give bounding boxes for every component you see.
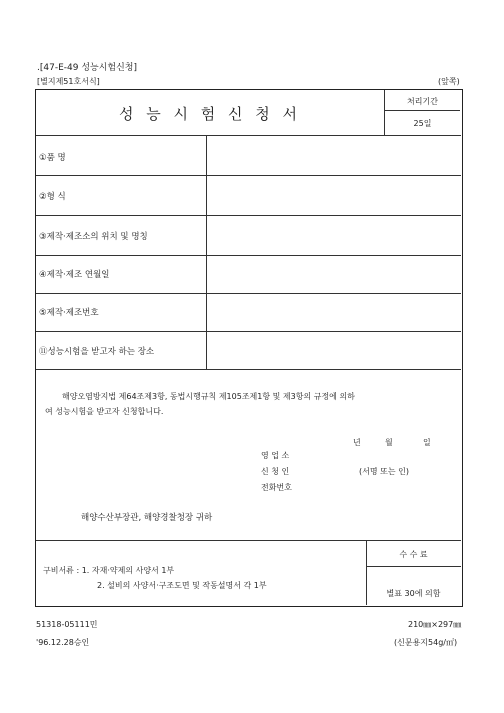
row-line (36, 175, 461, 176)
row-line (36, 331, 461, 332)
form-code: 51318-05111민 (36, 620, 98, 629)
field-value-name[interactable] (208, 137, 458, 173)
docs-item-1: 구비서류 : 1. 자재·약제의 사양서 1부 (43, 566, 175, 575)
processing-label: 처리기간 (407, 97, 438, 106)
row-line (36, 215, 461, 216)
field-value-place[interactable] (208, 333, 458, 367)
paper-type: (신문용지54g/㎡) (394, 638, 458, 647)
phone-label: 전화번호 (261, 483, 292, 492)
statement-line-1: 해양오염방지법 제64조제3항, 동법시행규칙 제105조제1항 및 제3항의 규정에 의하 (62, 392, 355, 401)
fee-line (366, 566, 461, 567)
field-label-place: ⑪성능시험을 받고자 하는 장소 (39, 347, 155, 357)
statement-line-2: 여 성능시험을 받고자 신청합니다. (45, 407, 164, 416)
date-month: 월 (385, 438, 393, 447)
field-label-name: ①품 명 (39, 153, 66, 163)
docs-item-2: 2. 설비의 사양서·구조도면 및 작동설명서 각 1부 (97, 581, 267, 590)
date-year: 년 (353, 438, 361, 447)
addressee: 해양수산부장관, 해양경찰청장 귀하 (81, 513, 213, 523)
field-label-location: ③제작·제조소의 위치 및 명칭 (39, 232, 148, 242)
field-label-serial: ⑤제작·제조번호 (39, 308, 99, 318)
form-title: 성 능 시 험 신 청 서 (118, 105, 302, 123)
signature-note: (서명 또는 인) (359, 467, 409, 476)
row-line (36, 255, 461, 256)
field-value-location[interactable] (208, 217, 458, 253)
doc-code: .[47-E-49 성능시험신청] (37, 63, 137, 73)
footer-box-line (36, 540, 461, 541)
field-value-date[interactable] (208, 257, 458, 291)
field-value-type[interactable] (208, 177, 458, 213)
form-number: [별지제51호서식] (37, 77, 100, 86)
fee-label: 수 수 료 (399, 550, 428, 559)
date-day: 일 (423, 438, 431, 447)
fee-value: 별표 30에 의함 (386, 589, 441, 598)
processing-divider (384, 110, 460, 111)
field-label-type: ②형 식 (39, 192, 66, 202)
paper-size: 210㎜×297㎜ (408, 620, 462, 629)
field-divider (206, 135, 207, 369)
page-side: (앞쪽) (438, 77, 460, 86)
row-line (36, 369, 461, 370)
field-label-date: ④제작·제조 연월일 (39, 270, 110, 280)
approval-date: '96.12.28승인 (36, 638, 90, 647)
office-label: 영 업 소 (261, 451, 290, 460)
row-line (36, 293, 461, 294)
row-line (36, 135, 461, 136)
processing-value: 25일 (413, 119, 432, 128)
applicant-label: 신 청 인 (261, 467, 290, 476)
field-value-serial[interactable] (208, 295, 458, 329)
